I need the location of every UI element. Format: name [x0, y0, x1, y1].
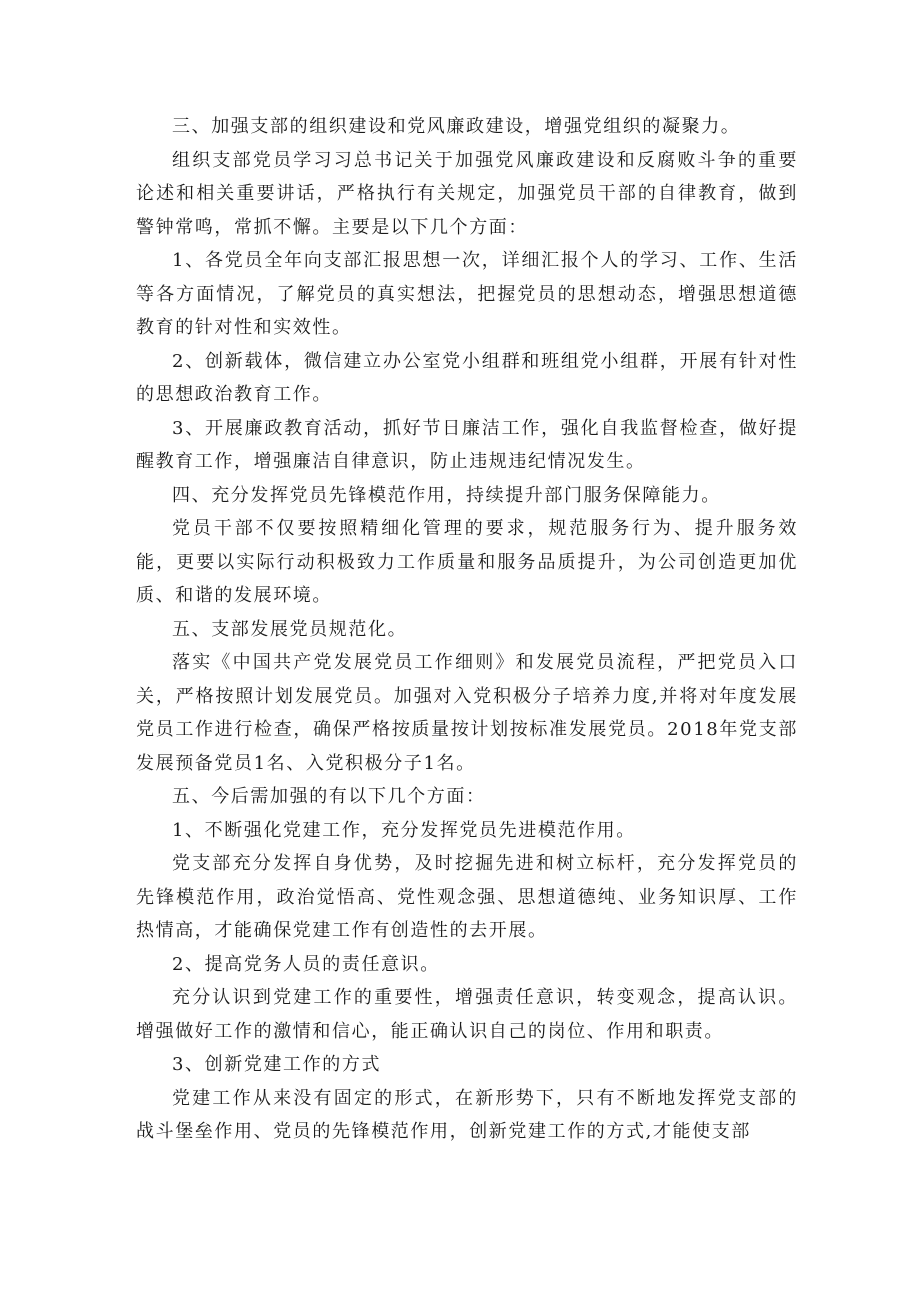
list-item-2: 2、创新载体，微信建立办公室党小组群和班组党小组群，开展有针对性的思想政治教育工作。 — [136, 350, 798, 405]
paragraph: 党员干部不仅要按照精细化管理的要求，规范服务行为、提升服务效能，更要以实际行动积极致力工作质量和服务品质提升，为公司创造更加优质、和谐的发展环境。 — [136, 518, 798, 606]
paragraph: 充分认识到党建工作的重要性，增强责任意识，转变观念，提高认识。增强做好工作的激情和信心，能正确认识自己的岗位、作用和职责。 — [136, 987, 798, 1042]
section-heading-4: 四、充分发挥党员先锋模范作用，持续提升部门服务保障能力。 — [172, 484, 721, 506]
paragraph: 党支部充分发挥自身优势，及时挖掘先进和树立标杆，充分发挥党员的先锋模范作用，政治觉悟高、党性观念强、思想道德纯、业务知识厚、工作热情高，才能确保党建工作有创造性的去开展。 — [136, 853, 798, 941]
list-item-1: 1、不断强化党建工作，充分发挥党员先进模范作用。 — [172, 819, 636, 841]
list-item-2: 2、提高党务人员的责任意识。 — [172, 953, 440, 975]
paragraph: 组织支部党员学习习总书记关于加强党风廉政建设和反腐败斗争的重要论述和相关重要讲话，严格执行有关规定，加强党员干部的自律教育，做到警钟常鸣，常抓不懈。主要是以下几个方面： — [136, 149, 798, 238]
list-item-3: 3、开展廉政教育活动，抓好节日廉洁工作，强化自我监督检查，做好提醒教育工作，增强廉洁自律意识，防止违规违纪情况发生。 — [136, 417, 798, 472]
document-body — [136, 110, 798, 1149]
list-item-1: 1、各党员全年向支部汇报思想一次，详细汇报个人的学习、工作、生活等各方面情况，了解党员的真实想法，把握党员的思想动态，增强思想道德教育的针对性和实效性。 — [136, 250, 798, 338]
paragraph: 党建工作从来没有固定的形式，在新形势下，只有不断地发挥党支部的战斗堡垒作用、党员的先锋模范作用，创新党建工作的方式,才能使支部 — [136, 1087, 798, 1142]
list-item-3: 3、创新党建工作的方式 — [172, 1054, 382, 1075]
section-heading-5b: 五、今后需加强的有以下几个方面： — [172, 786, 486, 807]
section-heading-3: 三、加强支部的组织建设和党风廉政建设，增强党组织的凝聚力。 — [172, 116, 741, 137]
section-heading-5: 五、支部发展党员规范化。 — [172, 618, 408, 640]
paragraph: 落实《中国共产党发展党员工作细则》和发展党员流程，严把党员入口关，严格按照计划发展党员。加强对入党积极分子培养力度,并将对年度发展党员工作进行检查，确保严格按质量按计划按标准发展党员。2018年党支部发展预备党员1名、入党积极分子1名。 — [136, 652, 798, 774]
